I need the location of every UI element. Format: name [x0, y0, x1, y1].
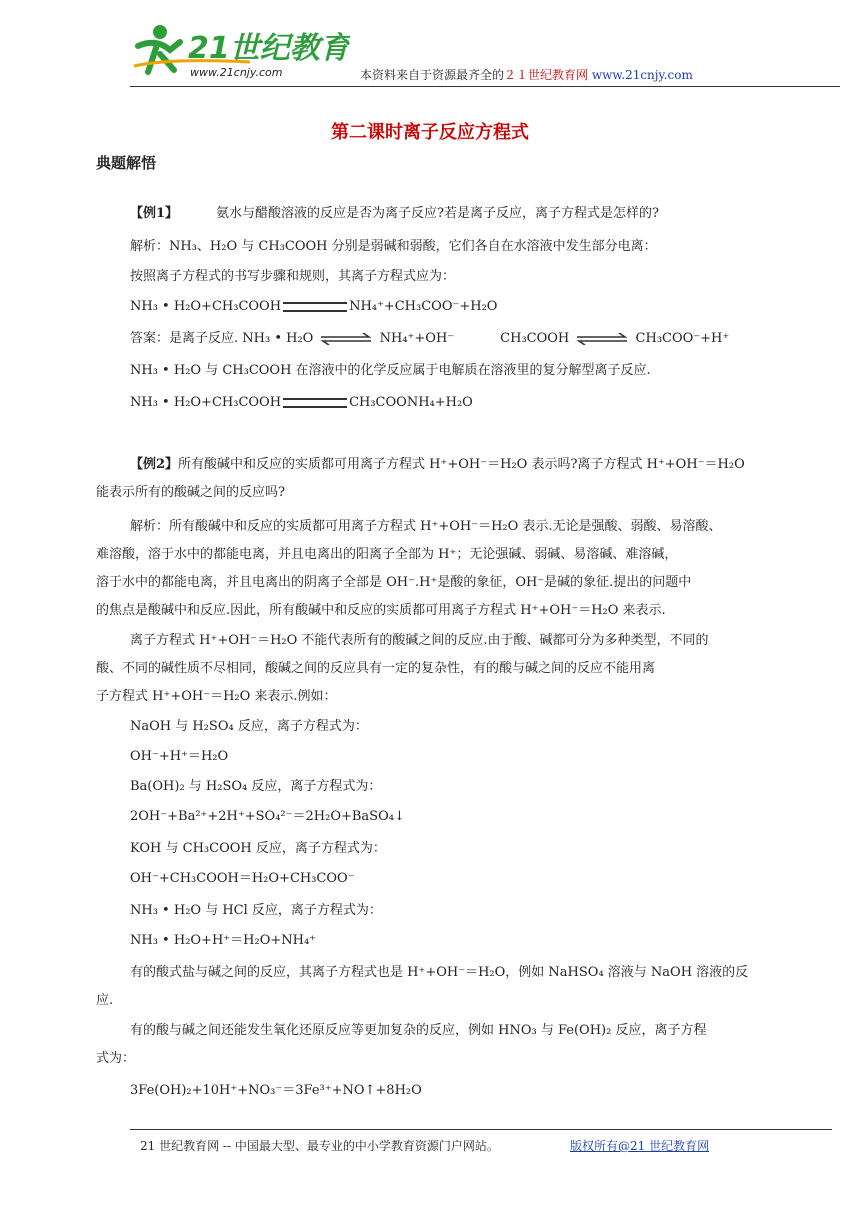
- ex2-p3-line: 应.: [96, 993, 114, 1008]
- ex1-explanation: NH₃ • H₂O 与 CH₃COOH 在溶液中的化学反应属于电解质在溶液里的复分解型离子反应.: [130, 363, 651, 378]
- ex2-p4-line: 式为：: [96, 1051, 136, 1066]
- ex1-rule: 按照离子方程式的书写步骤和规则，其离子方程式应为：: [130, 269, 456, 284]
- example-2-question: 【例2】所有酸碱中和反应的实质都可用离子方程式 H⁺+OH⁻＝H₂O 表示吗?离子方程式 H⁺+OH⁻＝H₂O: [130, 457, 745, 472]
- equals-arrow: [283, 398, 347, 408]
- case-2: Ba(OH)₂ 与 H₂SO₄ 反应，离子方程式为：: [130, 779, 382, 794]
- header-divider: [130, 86, 840, 87]
- reversible-arrow-icon: [575, 333, 629, 345]
- equals-arrow: [283, 302, 347, 312]
- equation-5: 3Fe(OH)₂+10H⁺+NO₃⁻＝3Fe³⁺+NO↑+8H₂O: [130, 1083, 422, 1098]
- ex2-p2-line: 离子方程式 H⁺+OH⁻＝H₂O 不能代表所有的酸碱之间的反应.由于酸、碱都可分为多种类型，不同的: [130, 633, 709, 648]
- header-url-link[interactable]: www.21cnjy.com: [591, 68, 693, 82]
- header-site-link[interactable]: ２１世纪教育网: [504, 68, 589, 82]
- ex2-p4-line: 有的酸与碱之间还能发生氧化还原反应等更加复杂的反应，例如 HNO₃ 与 Fe(OH)₂ 反应，离子方程: [130, 1023, 707, 1038]
- ex1-equation-1: NH₃ • H₂O+CH₃COOH NH₄⁺+CH₃COO⁻+H₂O: [130, 299, 498, 314]
- ex2-p2-line: 子方程式 H⁺+OH⁻＝H₂O 来表示.例如：: [96, 689, 337, 704]
- ex2-question-cont: 能表示所有的酸碱之间的反应吗?: [96, 485, 285, 500]
- page-title: 第二课时离子反应方程式: [331, 122, 529, 143]
- ex1-answer: 答案：是离子反应. NH₃ • H₂O NH₄⁺+OH⁻ CH₃COOH CH₃COO⁻+H⁺: [130, 331, 730, 346]
- logo-text: 21世纪教育: [188, 31, 350, 66]
- header-source: 本资料来自于资源最齐全的２１世纪教育网 www.21cnjy.com: [360, 68, 693, 82]
- ex1-analysis: 解析：NH₃、H₂O 与 CH₃COOH 分别是弱碱和弱酸，它们各自在水溶液中发生部分电离：: [130, 239, 657, 254]
- case-4: NH₃ • H₂O 与 HCl 反应，离子方程式为：: [130, 903, 382, 918]
- case-3: KOH 与 CH₃COOH 反应，离子方程式为：: [130, 841, 386, 856]
- ex2-p1-line: 解析：所有酸碱中和反应的实质都可用离子方程式 H⁺+OH⁻＝H₂O 表示.无论是强酸、弱酸、易溶酸、: [130, 519, 722, 534]
- ex2-p1-line: 的焦点是酸碱中和反应.因此，所有酸碱中和反应的实质都可用离子方程式 H⁺+OH⁻＝H₂O 来表示.: [96, 603, 666, 618]
- ex1-equation-2: NH₃ • H₂O+CH₃COOH CH₃COONH₄+H₂O: [130, 395, 473, 410]
- example-1-label: 【例1】: [130, 206, 179, 221]
- equation-1: OH⁻+H⁺＝H₂O: [130, 749, 229, 764]
- ex2-p1-line: 难溶酸，溶于水中的都能电离，并且电离出的阳离子全部为 H⁺；无论强碱、弱碱、易溶碱、难溶碱，: [96, 547, 678, 562]
- ex2-p2-line: 酸、不同的碱性质不尽相同，酸碱之间的反应具有一定的复杂性，有的酸与碱之间的反应不能用离: [96, 661, 656, 676]
- example-2-label: 【例2】: [130, 457, 179, 472]
- equation-2: 2OH⁻+Ba²⁺+2H⁺+SO₄²⁻＝2H₂O+BaSO₄↓: [130, 809, 405, 824]
- equation-4: NH₃ • H₂O+H⁺＝H₂O+NH₄⁺: [130, 933, 317, 948]
- site-logo[interactable]: [130, 20, 350, 82]
- logo-url: www.21cnjy.com: [190, 66, 283, 79]
- footer-divider: [130, 1129, 832, 1130]
- section-heading: 典题解悟: [96, 154, 157, 172]
- case-1: NaOH 与 H₂SO₄ 反应，离子方程式为：: [130, 719, 368, 734]
- reversible-arrow-icon: [319, 333, 373, 345]
- footer-copyright-link[interactable]: 版权所有@21 世纪教育网: [570, 1139, 710, 1153]
- equation-3: OH⁻+CH₃COOH＝H₂O+CH₃COO⁻: [130, 871, 355, 886]
- ex2-p1-line: 溶于水中的都能电离，并且电离出的阴离子全部是 OH⁻.H⁺是酸的象征，OH⁻是碱的象征.提出的问题中: [96, 575, 692, 590]
- footer-text: 21 世纪教育网 -- 中国最大型、最专业的中小学教育资源门户网站。: [140, 1139, 499, 1153]
- ex2-p3-line: 有的酸式盐与碱之间的反应，其离子方程式也是 H⁺+OH⁻＝H₂O，例如 NaHSO₄ 溶液与 NaOH 溶液的反: [130, 965, 749, 980]
- example-1-question: 【例1】 氨水与醋酸溶液的反应是否为离子反应?若是离子反应，离子方程式是怎样的?: [130, 206, 659, 221]
